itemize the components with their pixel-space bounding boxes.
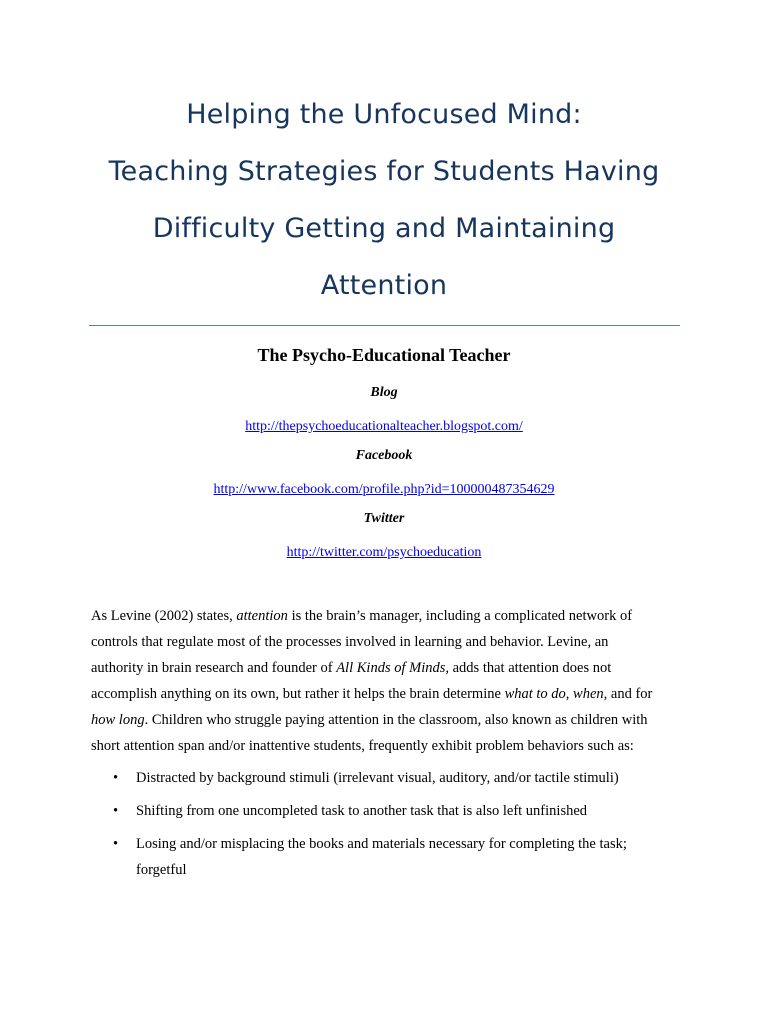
emphasis-run: attention xyxy=(236,608,288,624)
paragraph-line xyxy=(91,603,691,629)
list-item xyxy=(91,765,691,791)
twitter-link[interactable]: http://twitter.com/psychoeducation xyxy=(286,545,482,560)
blog-label: Blog xyxy=(370,385,398,400)
title-line: Difficulty Getting and Maintaining xyxy=(152,213,616,244)
blog-link[interactable]: http://thepsychoeducationalteacher.blogspot.com/ xyxy=(245,419,523,434)
text-run: accomplish anything on its own, but rather it helps the brain determine xyxy=(91,686,505,702)
emphasis-run: how long xyxy=(91,712,145,728)
text-run: is the brain’s manager, including a complicated network of xyxy=(287,608,633,624)
text-run: . Children who struggle paying attention in the classroom, also known as children with xyxy=(144,712,648,728)
text-run: and for xyxy=(607,686,653,702)
list-item xyxy=(91,831,691,883)
paragraph-line xyxy=(91,655,691,681)
twitter-label: Twitter xyxy=(363,511,405,526)
list-item-text: Losing and/or misplacing the books and materials necessary for completing the task; xyxy=(136,836,627,852)
paragraph-line: short attention span and/or inattentive students, frequently exhibit problem behaviors such as: xyxy=(91,738,634,754)
facebook-label: Facebook xyxy=(355,448,413,463)
facebook-link[interactable]: http://www.facebook.com/profile.php?id=100000487354629 xyxy=(213,482,555,497)
paragraph-line: controls that regulate most of the processes involved in learning and behavior. Levine, an xyxy=(91,634,609,650)
twitter-link-row xyxy=(60,543,708,561)
bullet-icon: • xyxy=(113,770,119,786)
emphasis-run: what to do, when, xyxy=(504,686,608,702)
paragraph-line xyxy=(91,707,691,733)
text-run: authority in brain research and founder of xyxy=(91,660,337,676)
list-item xyxy=(91,798,691,824)
title-line: Attention xyxy=(320,270,448,301)
list-item-text: Shifting from one uncompleted task to another task that is also left unfinished xyxy=(136,803,588,819)
blog-link-row xyxy=(60,417,708,435)
facebook-link-row xyxy=(60,480,708,498)
text-run: As Levine (2002) states, xyxy=(91,608,237,624)
author-name: The Psycho-Educational Teacher xyxy=(257,345,511,365)
list-item-text-continued: forgetful xyxy=(136,862,187,878)
title-divider xyxy=(89,325,680,326)
title-line: Teaching Strategies for Students Having xyxy=(108,156,660,187)
intro-paragraph xyxy=(91,603,691,759)
emphasis-run: All Kinds of Minds, xyxy=(336,660,449,676)
title-line: Helping the Unfocused Mind: xyxy=(186,99,582,130)
bullet-icon: • xyxy=(113,803,119,819)
list-item-text: Distracted by background stimuli (irrelevant visual, auditory, and/or tactile stimuli) xyxy=(136,770,619,786)
bullet-icon: • xyxy=(113,836,119,852)
behavior-list xyxy=(91,765,691,890)
text-run: adds that attention does not xyxy=(449,660,612,676)
paragraph-line xyxy=(91,681,691,707)
document-title xyxy=(60,86,708,314)
